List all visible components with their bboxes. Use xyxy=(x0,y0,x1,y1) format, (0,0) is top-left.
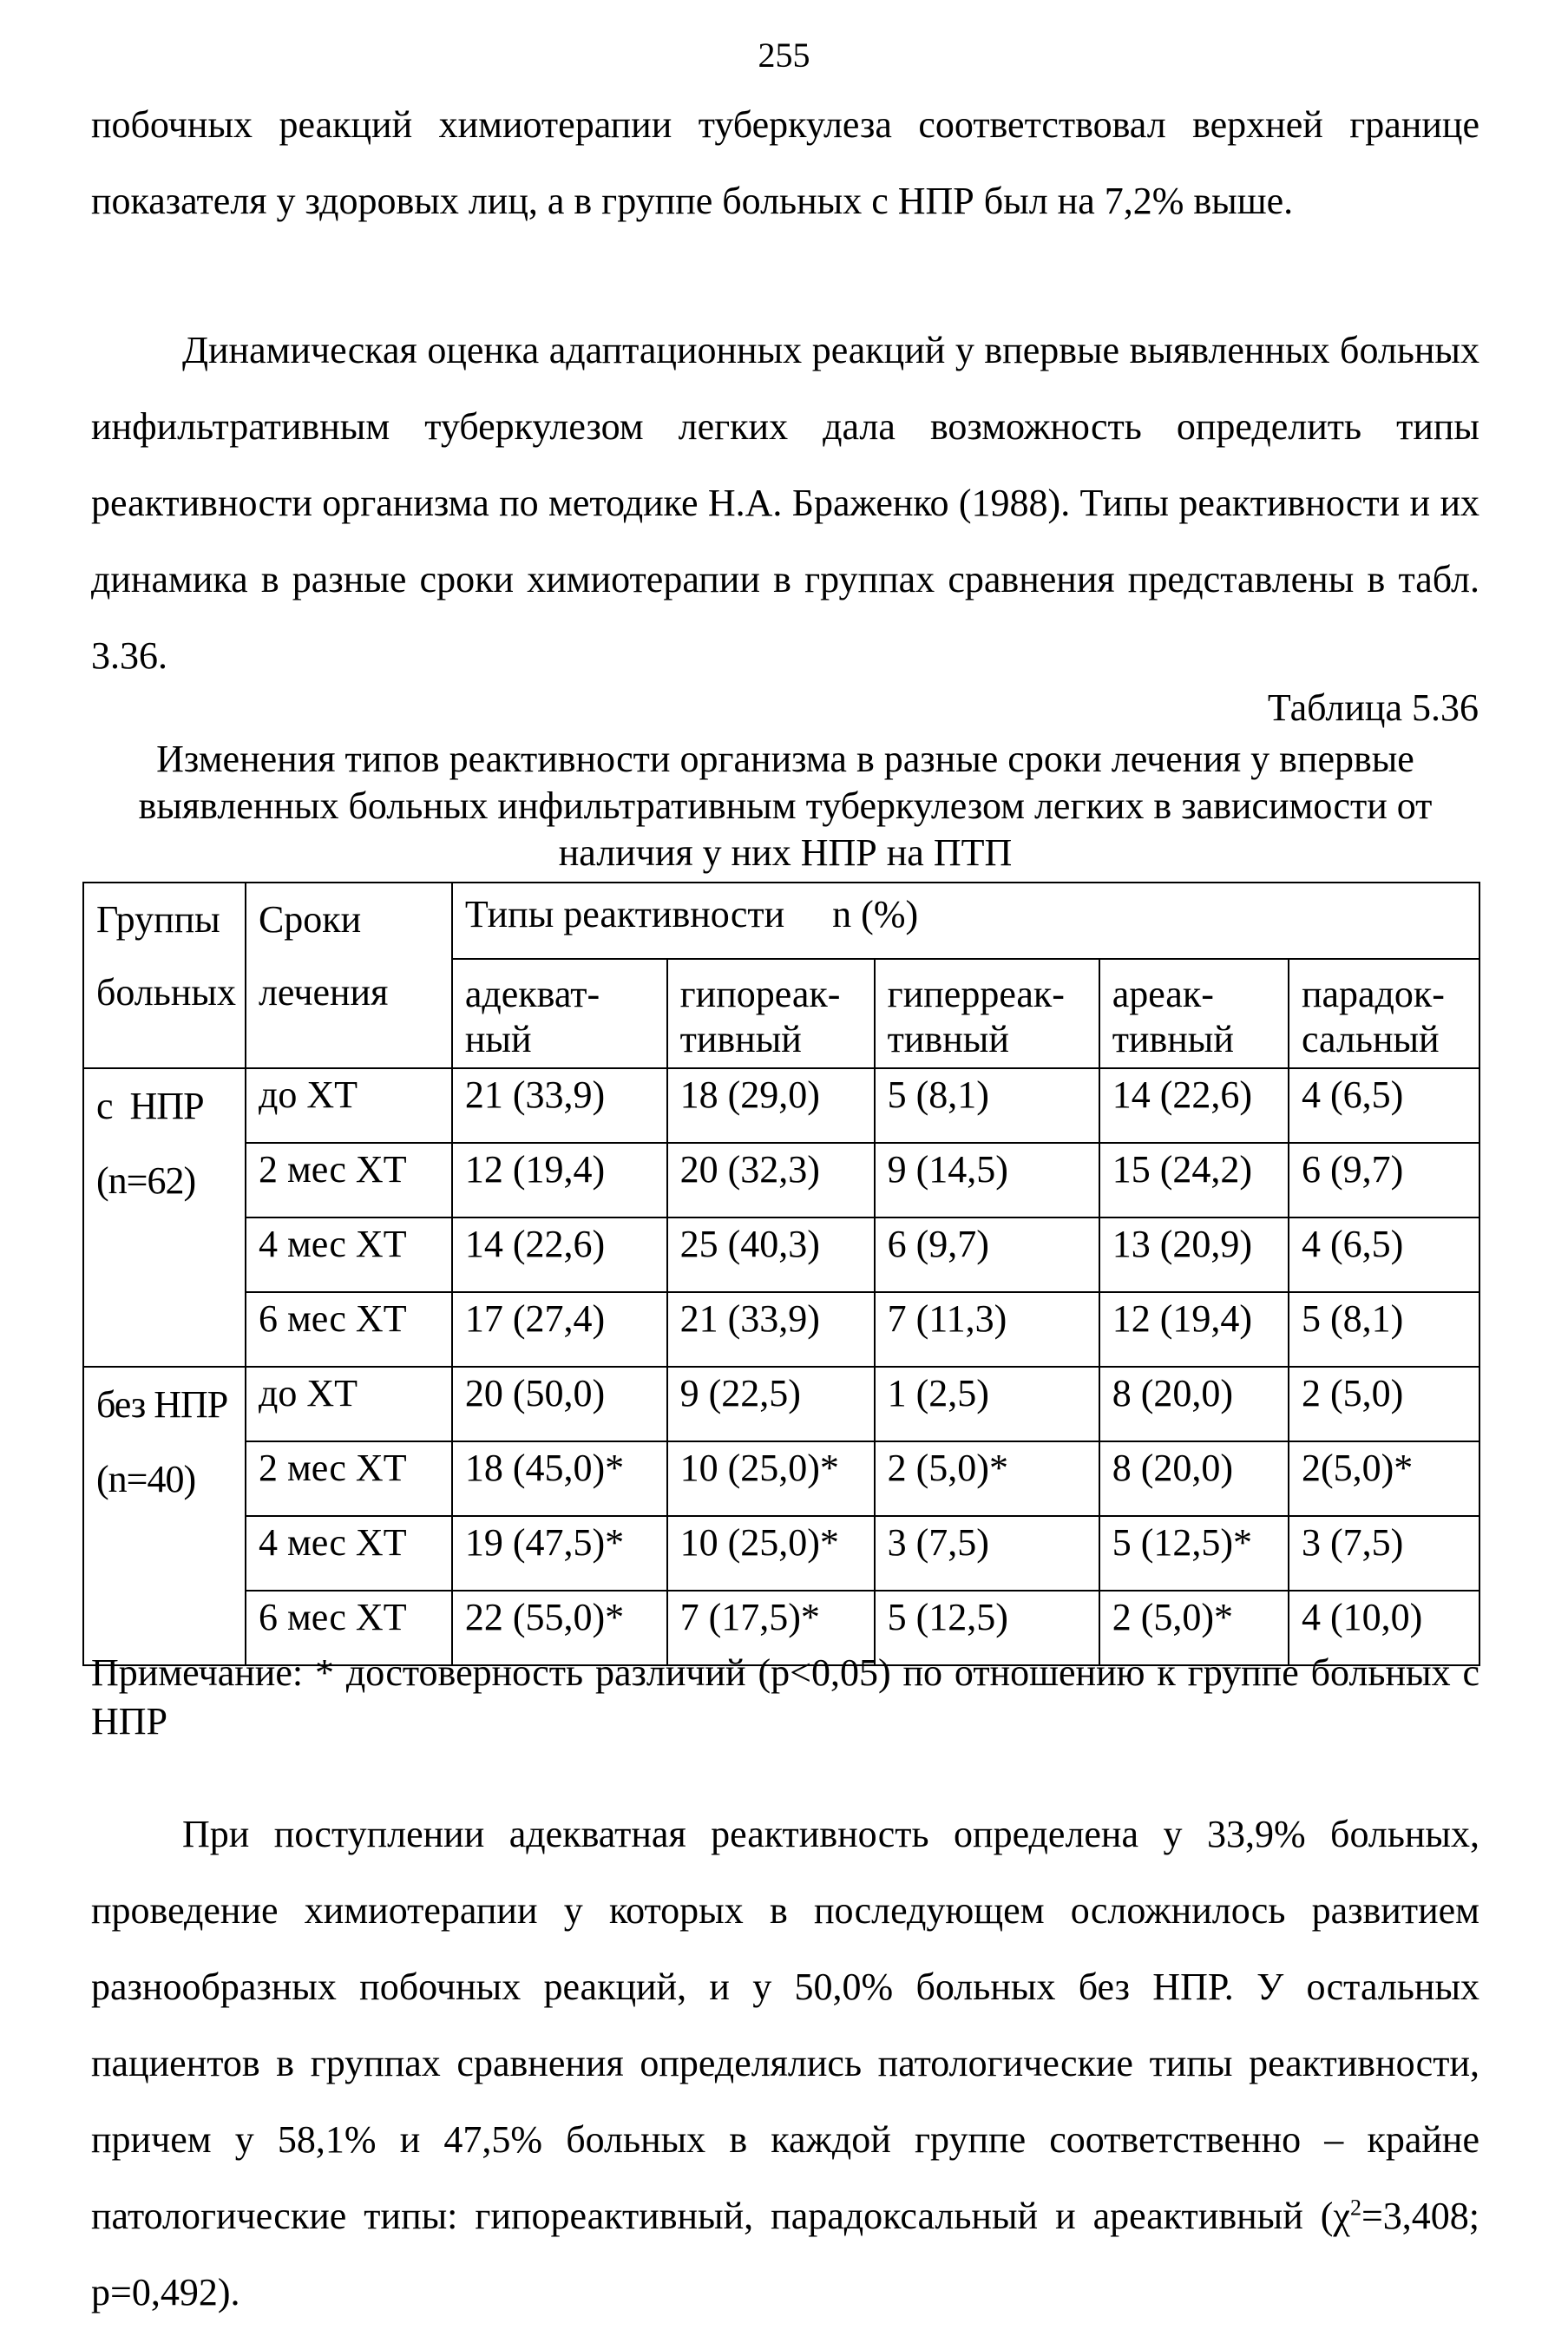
header-col-paradox: парадок-сальный xyxy=(1289,959,1479,1068)
value-cell: 13 (20,9) xyxy=(1099,1217,1289,1292)
value-cell: 18 (29,0) xyxy=(667,1068,875,1143)
table-row xyxy=(83,1143,1479,1217)
term-cell: до ХТ xyxy=(246,1068,452,1143)
value-cell: 5 (8,1) xyxy=(875,1068,1099,1143)
table-row xyxy=(83,1217,1479,1292)
value-cell: 2(5,0)* xyxy=(1289,1441,1479,1516)
value-cell: 19 (47,5)* xyxy=(452,1516,667,1591)
value-cell: 5 (12,5)* xyxy=(1099,1516,1289,1591)
value-cell: 8 (20,0) xyxy=(1099,1367,1289,1441)
value-cell: 1 (2,5) xyxy=(875,1367,1099,1441)
chi-square-superscript: 2 xyxy=(1349,2195,1361,2221)
header-terms: Сроки лечения xyxy=(246,883,452,1068)
value-cell: 2 (5,0)* xyxy=(1099,1591,1289,1665)
header-col-hypo: гипореак-тивный xyxy=(667,959,875,1068)
value-cell: 7 (11,3) xyxy=(875,1292,1099,1367)
table-row xyxy=(83,1068,1479,1143)
value-cell: 7 (17,5)* xyxy=(667,1591,875,1665)
header-col-hyper: гиперреак-тивный xyxy=(875,959,1099,1068)
value-cell: 4 (10,0) xyxy=(1289,1591,1479,1665)
value-cell: 18 (45,0)* xyxy=(452,1441,667,1516)
value-cell: 12 (19,4) xyxy=(452,1143,667,1217)
value-cell: 6 (9,7) xyxy=(1289,1143,1479,1217)
term-cell: 4 мес ХТ xyxy=(246,1217,452,1292)
term-cell: 2 мес ХТ xyxy=(246,1441,452,1516)
value-cell: 4 (6,5) xyxy=(1289,1068,1479,1143)
term-cell: 6 мес ХТ xyxy=(246,1292,452,1367)
group-n: (n=62) xyxy=(96,1159,196,1202)
value-cell: 14 (22,6) xyxy=(1099,1068,1289,1143)
value-cell: 20 (50,0) xyxy=(452,1367,667,1441)
term-cell: до ХТ xyxy=(246,1367,452,1441)
term-cell: 2 мес ХТ xyxy=(246,1143,452,1217)
value-cell: 5 (12,5) xyxy=(875,1591,1099,1665)
value-cell: 25 (40,3) xyxy=(667,1217,875,1292)
value-cell: 6 (9,7) xyxy=(875,1217,1099,1292)
value-cell: 3 (7,5) xyxy=(1289,1516,1479,1591)
value-cell: 3 (7,5) xyxy=(875,1516,1099,1591)
group-name: без НПР xyxy=(96,1383,228,1426)
header-types: Типы реактивности n (%) xyxy=(452,883,1479,959)
value-cell: 22 (55,0)* xyxy=(452,1591,667,1665)
intro-paragraph: побочных реакций химиотерапии туберкулеза соответствовал верхней границе показателя у здоровых лиц, а в группе больных с НПР был на 7,2% выше. xyxy=(91,103,1479,222)
header-col-areactive: ареак-тивный xyxy=(1099,959,1289,1068)
value-cell: 15 (24,2) xyxy=(1099,1143,1289,1217)
value-cell: 8 (20,0) xyxy=(1099,1441,1289,1516)
group-n: (n=40) xyxy=(96,1458,196,1500)
value-cell: 20 (32,3) xyxy=(667,1143,875,1217)
value-cell: 2 (5,0)* xyxy=(875,1441,1099,1516)
value-cell: 21 (33,9) xyxy=(667,1292,875,1367)
table-label: Таблица 5.36 xyxy=(1267,686,1479,729)
paragraph-methods: Динамическая оценка адаптационных реакций у впервые выявленных больных инфильтративным туберкулезом легких дала возможность определить типы реактивности организма по методике Н.А. Браженко (1988). Типы реактивности и их динамика в разные сроки химиотерапии в группах сравнения представлены в табл. 3.36. xyxy=(91,329,1479,677)
table-row xyxy=(83,1367,1479,1441)
results-text-end: =3,408; р=0,492). xyxy=(91,2195,1479,2313)
value-cell: 21 (33,9) xyxy=(452,1068,667,1143)
results-text: При поступлении адекватная реактивность определена у 33,9% больных, проведение химиотерапии у которых в последующем осложнилось развитием разнообразных побочных реакций, и у 50,0% больных без НПР. У остальных пациентов в группах сравнения определялись патологические типы реактивности, причем у 58,1% и 47,5% больных в каждой группе соответственно – крайне патологические типы: гипореактивный, парадоксальный и ареактивный (χ xyxy=(91,1813,1479,2237)
table-note: Примечание: * достоверность различий (р<0,05) по отношению к группе больных с НПР xyxy=(91,1651,1479,1742)
term-cell: 4 мес ХТ xyxy=(246,1516,452,1591)
table-caption: Изменения типов реактивности организма в разные сроки лечения у впервые выявленных больных инфильтративным туберкулезом легких в зависимости от наличия у них НПР на ПТП xyxy=(138,738,1433,874)
group-cell xyxy=(83,1068,246,1367)
group-cell xyxy=(83,1367,246,1665)
value-cell: 9 (14,5) xyxy=(875,1143,1099,1217)
value-cell: 10 (25,0)* xyxy=(667,1516,875,1591)
value-cell: 5 (8,1) xyxy=(1289,1292,1479,1367)
table-row xyxy=(83,1516,1479,1591)
value-cell: 2 (5,0) xyxy=(1289,1367,1479,1441)
header-col-adequate: адекват-ный xyxy=(452,959,667,1068)
value-cell: 4 (6,5) xyxy=(1289,1217,1479,1292)
group-name: с НПР xyxy=(96,1085,204,1127)
table-row xyxy=(83,1441,1479,1516)
header-groups: Группы больных xyxy=(83,883,246,1068)
value-cell: 14 (22,6) xyxy=(452,1217,667,1292)
value-cell: 17 (27,4) xyxy=(452,1292,667,1367)
table-header-row xyxy=(83,883,1479,959)
table-row xyxy=(83,1292,1479,1367)
value-cell: 9 (22,5) xyxy=(667,1367,875,1441)
paragraph-results xyxy=(91,1796,1479,2331)
value-cell: 12 (19,4) xyxy=(1099,1292,1289,1367)
term-cell: 6 мес ХТ xyxy=(246,1591,452,1665)
reactivity-table xyxy=(82,882,1480,1666)
value-cell: 10 (25,0)* xyxy=(667,1441,875,1516)
page-number: 255 xyxy=(758,36,810,75)
